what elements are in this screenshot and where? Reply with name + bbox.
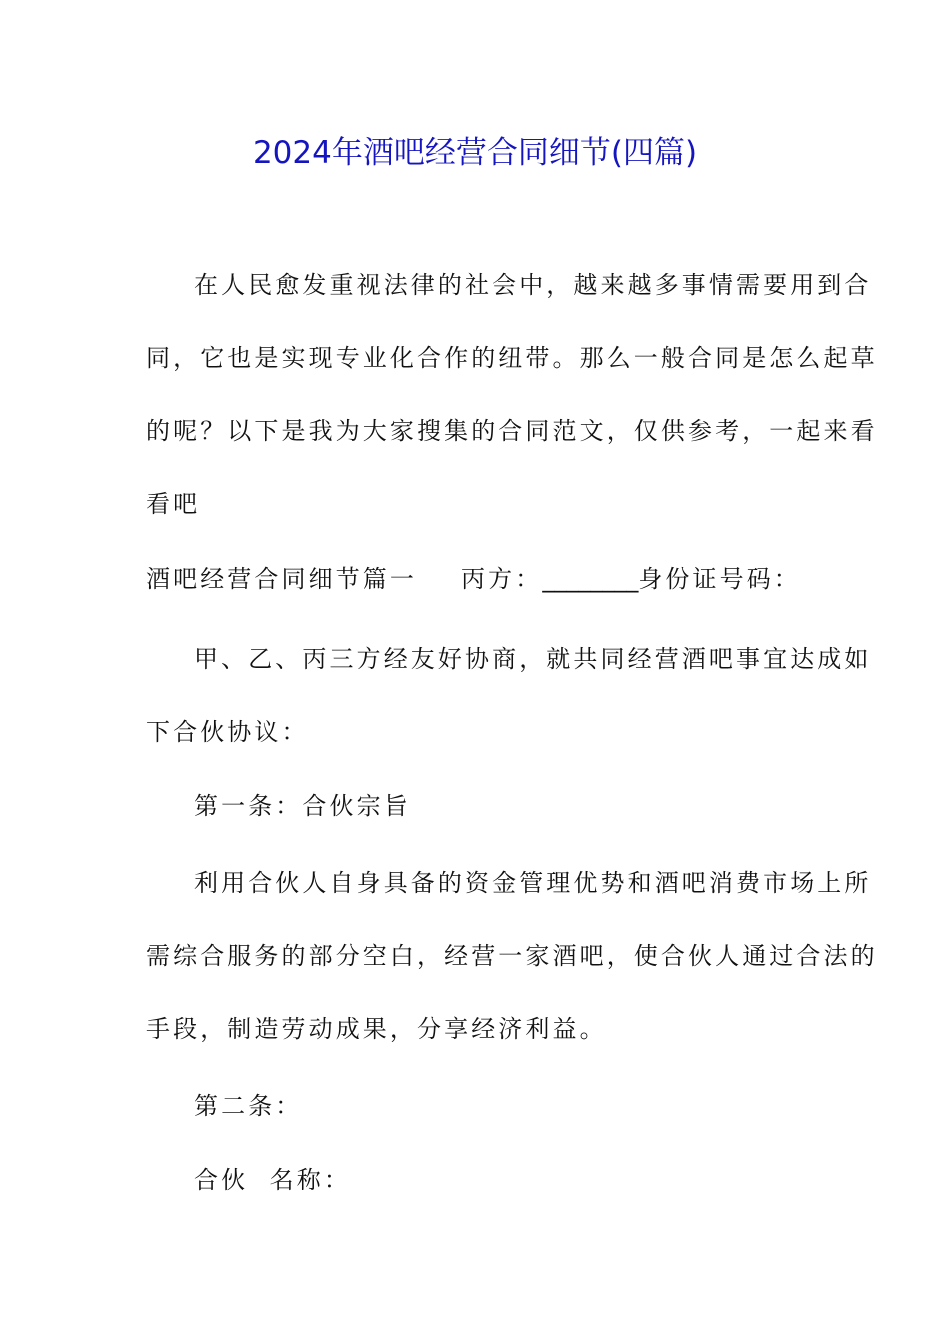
party-c-label: 丙方：	[461, 565, 543, 593]
id-number-label: 身份证号码：	[638, 565, 801, 593]
article-two-heading: 第二条：	[194, 1092, 303, 1120]
article-one-heading: 第一条：合伙宗旨	[194, 792, 411, 820]
article-one-line-3: 手段，制造劳动成果，分享经济利益。	[146, 1015, 607, 1043]
section-one-heading: 酒吧经营合同细节篇一	[146, 565, 417, 593]
partnership-name-label: 合伙 名称：	[194, 1166, 351, 1194]
intro-line-3: 的呢？以下是我为大家搜集的合同范文，仅供参考，一起来看	[146, 417, 878, 445]
agreement-line-2: 下合伙协议：	[146, 718, 309, 746]
article-one-line-2: 需综合服务的部分空白，经营一家酒吧，使合伙人通过合法的	[146, 942, 878, 970]
document-title: 2024年酒吧经营合同细节(四篇)	[252, 135, 698, 171]
article-one-line-1: 利用合伙人自身具备的资金管理优势和酒吧消费市场上所	[194, 869, 872, 897]
agreement-line-1: 甲、乙、丙三方经友好协商，就共同经营酒吧事宜达成如	[194, 645, 872, 673]
intro-line-1: 在人民愈发重视法律的社会中，越来越多事情需要用到合	[194, 271, 872, 299]
intro-line-2: 同，它也是实现专业化合作的纽带。那么一般合同是怎么起草	[146, 344, 878, 372]
party-c-blank: ________	[542, 565, 639, 593]
intro-line-4: 看吧	[146, 490, 201, 518]
section-one-line	[146, 562, 801, 596]
